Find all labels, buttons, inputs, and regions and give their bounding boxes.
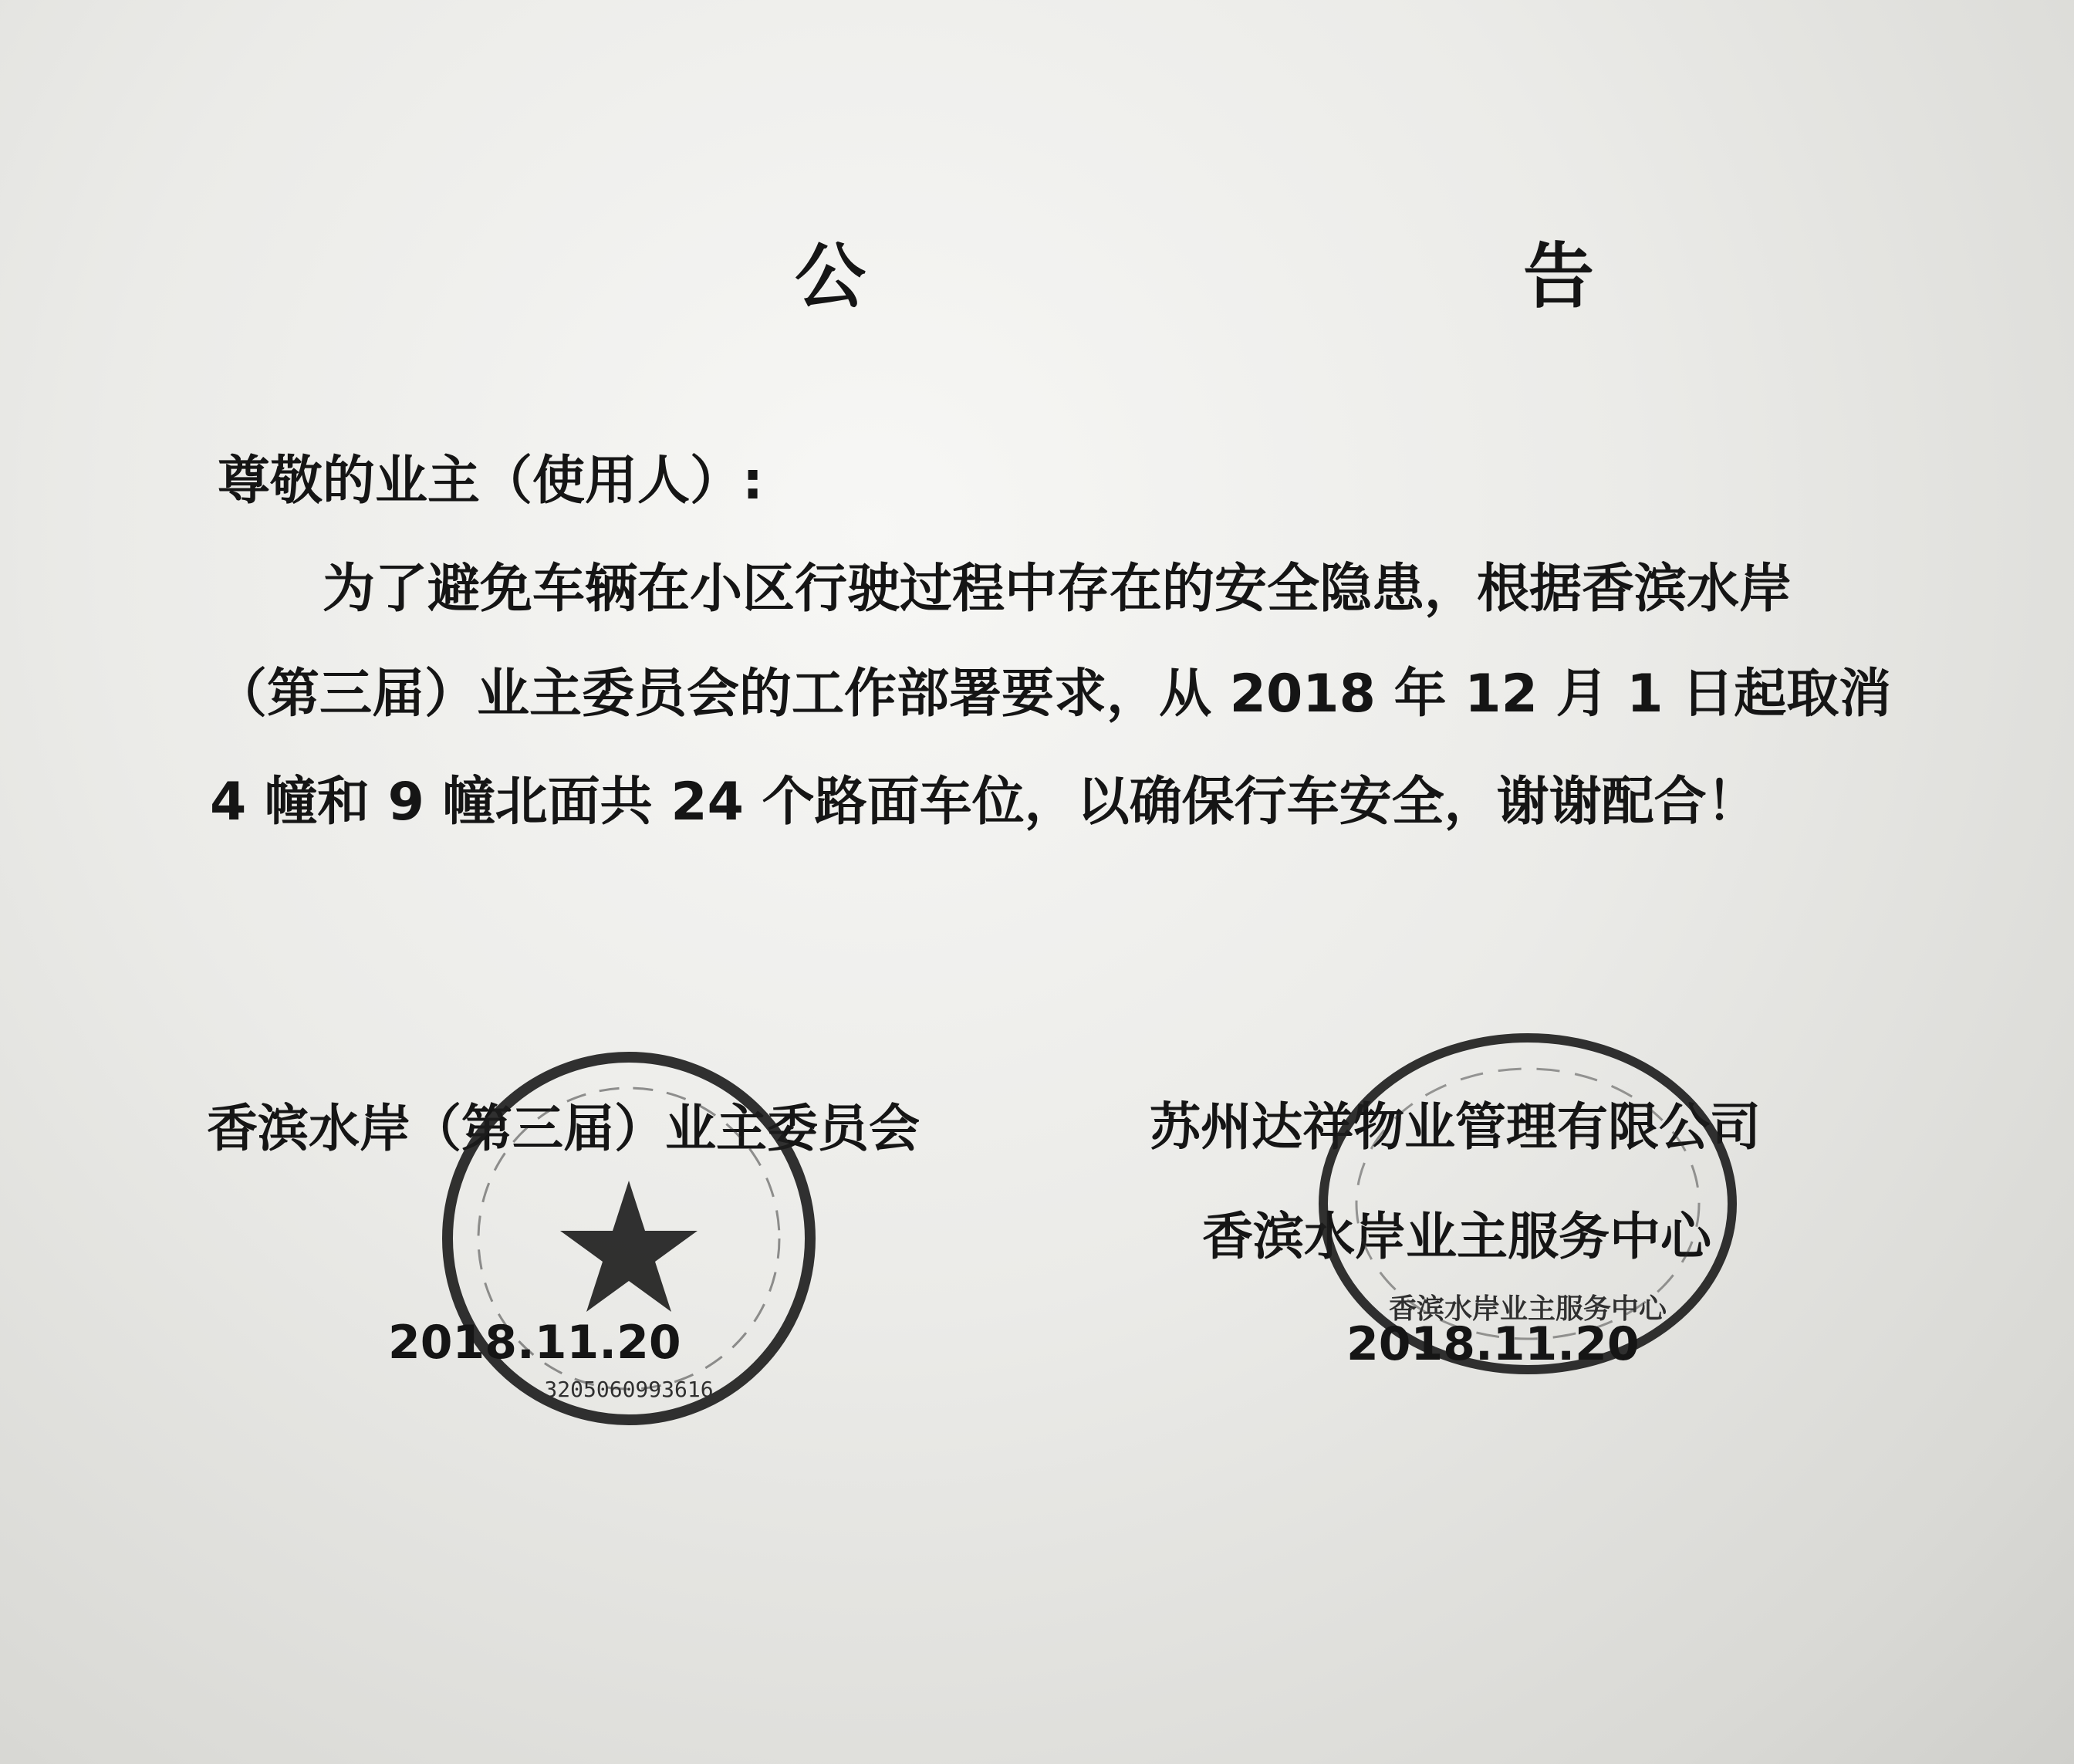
company-signature: 苏州达祥物业管理有限公司 <box>1150 1097 1761 1157</box>
body-line-3: 4 幢和 9 幢北面共 24 个路面车位，以确保行车安全，谢谢配合！ <box>210 772 1759 833</box>
committee-seal <box>436 1046 822 1431</box>
body-line-2: （第三届）业主委员会的工作部署要求，从 2018 年 12 月 1 日起取消 <box>214 664 1892 725</box>
salutation: 尊敬的业主（使用人）: <box>218 451 764 512</box>
notice-title: 公 告 <box>795 235 1887 318</box>
company-date: 2018.11.20 <box>1346 1317 1640 1371</box>
committee-signature: 香滨水岸（第三届）业主委员会 <box>207 1099 920 1158</box>
seal-serial: 3205060993616 <box>544 1377 714 1402</box>
service-center-signature: 香滨水岸业主服务中心 <box>1202 1207 1711 1266</box>
star-icon <box>560 1181 698 1312</box>
seal-inner-text: 香滨水岸业主服务中心 <box>1388 1293 1667 1325</box>
committee-date: 2018.11.20 <box>388 1316 681 1370</box>
body-line-1: 为了避免车辆在小区行驶过程中存在的安全隐患，根据香滨水岸 <box>323 559 1792 620</box>
